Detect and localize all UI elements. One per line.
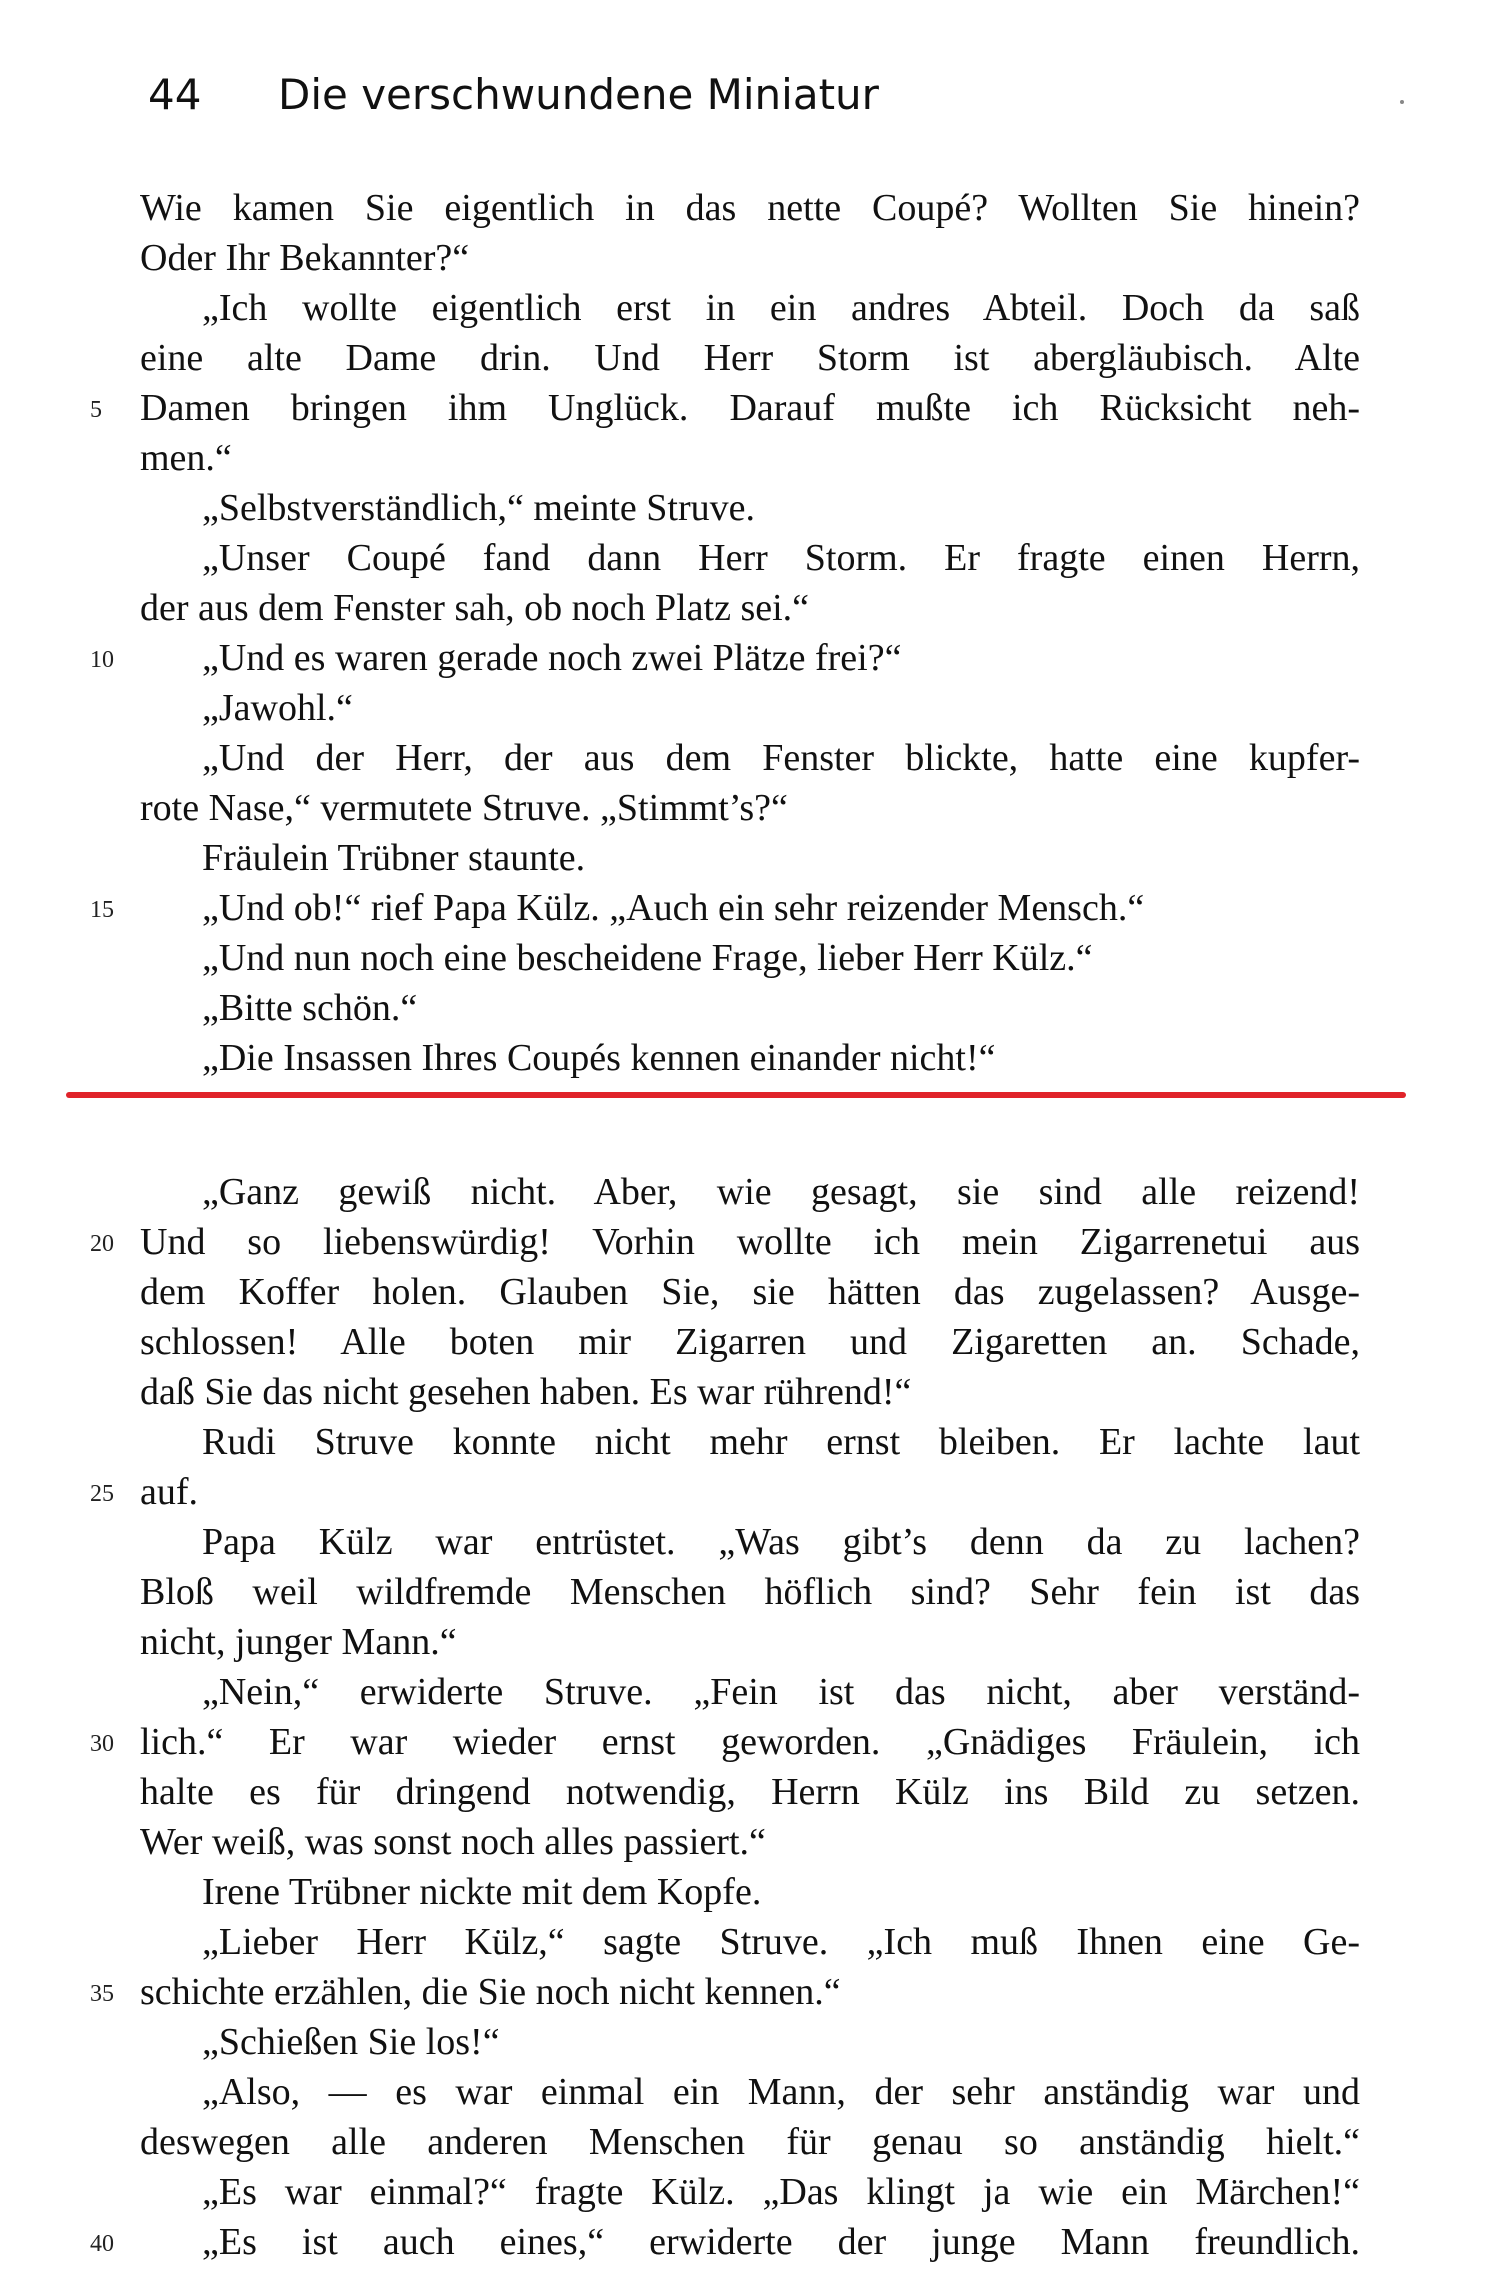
text-line xyxy=(140,1033,1360,1083)
line-text: „Selbstverständlich,“ meinte Struve. xyxy=(202,487,755,529)
line-text: Damen bringen ihm Unglück. Darauf mußte ich Rücksicht neh- xyxy=(140,387,1360,429)
text-line xyxy=(140,1617,1360,1667)
text-line xyxy=(140,1167,1360,1217)
text-line xyxy=(90,1967,1360,2017)
line-number: 40 xyxy=(90,2231,114,2257)
text-line xyxy=(140,1767,1360,1817)
text-line xyxy=(140,2167,1360,2217)
line-text: Papa Külz war entrüstet. „Was gibt’s denn da zu lachen? xyxy=(202,1521,1360,1563)
text-line xyxy=(90,1467,1360,1517)
text-line xyxy=(90,1217,1360,1267)
text-line xyxy=(140,1917,1360,1967)
line-text: „Schießen Sie los!“ xyxy=(202,2021,500,2063)
line-text: „Bitte schön.“ xyxy=(202,987,418,1029)
text-line xyxy=(140,2117,1360,2167)
line-text: men.“ xyxy=(140,437,232,479)
text-line xyxy=(140,1817,1360,1867)
line-text: halte es für dringend notwendig, Herrn Külz ins Bild zu setzen. xyxy=(140,1771,1360,1813)
line-number: 25 xyxy=(90,1481,114,1507)
text-line xyxy=(140,783,1360,833)
text-line xyxy=(140,933,1360,983)
line-number: 35 xyxy=(90,1981,114,2007)
line-text: Wie kamen Sie eigentlich in das nette Coupé? Wollten Sie hinein? xyxy=(140,187,1360,229)
text-line xyxy=(140,2017,1360,2067)
text-line xyxy=(90,2217,1360,2267)
line-text: eine alte Dame drin. Und Herr Storm ist abergläubisch. Alte xyxy=(140,337,1360,379)
line-text: „Und es waren gerade noch zwei Plätze frei?“ xyxy=(202,637,902,679)
text-line xyxy=(140,683,1360,733)
line-text: „Nein,“ erwiderte Struve. „Fein ist das nicht, aber verständ- xyxy=(202,1671,1360,1713)
text-line xyxy=(90,383,1360,433)
page-number: 44 xyxy=(148,70,202,119)
text-block-top xyxy=(90,183,1360,1083)
text-line xyxy=(140,233,1360,283)
line-text: Und so liebenswürdig! Vorhin wollte ich mein Zigarrenetui aus xyxy=(140,1221,1360,1263)
text-line xyxy=(90,633,1360,683)
text-line xyxy=(140,733,1360,783)
line-text: „Es war einmal?“ fragte Külz. „Das klingt ja wie ein Märchen!“ xyxy=(202,2171,1360,2213)
line-text: „Also, — es war einmal ein Mann, der sehr anständig war und xyxy=(202,2071,1360,2113)
line-text: Irene Trübner nickte mit dem Kopfe. xyxy=(202,1871,762,1913)
line-text: der aus dem Fenster sah, ob noch Platz sei.“ xyxy=(140,587,810,629)
line-text: „Lieber Herr Külz,“ sagte Struve. „Ich muß Ihnen eine Ge- xyxy=(202,1921,1360,1963)
text-line xyxy=(140,1517,1360,1567)
text-line xyxy=(140,833,1360,883)
text-line xyxy=(140,1317,1360,1367)
text-line xyxy=(140,1367,1360,1417)
line-number: 10 xyxy=(90,647,114,673)
text-line xyxy=(90,883,1360,933)
line-text: Oder Ihr Bekannter?“ xyxy=(140,237,470,279)
margin-speck xyxy=(1400,100,1404,104)
line-text: „Und der Herr, der aus dem Fenster blickte, hatte eine kupfer- xyxy=(202,737,1360,779)
text-line xyxy=(140,283,1360,333)
line-text: auf. xyxy=(140,1471,199,1513)
text-block-bottom xyxy=(90,1167,1360,2267)
line-text: Fräulein Trübner staunte. xyxy=(202,837,586,879)
line-text: „Jawohl.“ xyxy=(202,687,353,729)
line-text: „Und nun noch eine bescheidene Frage, lieber Herr Külz.“ xyxy=(202,937,1093,979)
text-line xyxy=(140,583,1360,633)
text-line xyxy=(140,1867,1360,1917)
text-line xyxy=(140,183,1360,233)
line-text: Bloß weil wildfremde Menschen höflich sind? Sehr fein ist das xyxy=(140,1571,1360,1613)
text-line xyxy=(140,483,1360,533)
line-text: „Es ist auch eines,“ erwiderte der junge Mann freundlich. xyxy=(202,2221,1360,2263)
line-text: schichte erzählen, die Sie noch nicht kennen.“ xyxy=(140,1971,841,2013)
text-line xyxy=(140,1567,1360,1617)
line-number: 5 xyxy=(90,397,102,423)
text-line xyxy=(140,1267,1360,1317)
line-text: deswegen alle anderen Menschen für genau so anständig hielt.“ xyxy=(140,2121,1360,2163)
line-text: daß Sie das nicht gesehen haben. Es war rührend!“ xyxy=(140,1371,912,1413)
text-line xyxy=(140,433,1360,483)
line-text: nicht, junger Mann.“ xyxy=(140,1621,457,1663)
line-text: Rudi Struve konnte nicht mehr ernst bleiben. Er lachte laut xyxy=(202,1421,1360,1463)
text-line xyxy=(140,983,1360,1033)
text-line xyxy=(90,1717,1360,1767)
running-title: Die verschwundene Miniatur xyxy=(278,70,879,119)
line-text: „Ganz gewiß nicht. Aber, wie gesagt, sie sind alle reizend! xyxy=(202,1171,1360,1213)
line-text: „Die Insassen Ihres Coupés kennen einander nicht!“ xyxy=(202,1037,996,1079)
text-line xyxy=(140,333,1360,383)
line-number: 15 xyxy=(90,897,114,923)
text-line xyxy=(140,2067,1360,2117)
line-text: „Unser Coupé fand dann Herr Storm. Er fragte einen Herrn, xyxy=(202,537,1360,579)
line-text: dem Koffer holen. Glauben Sie, sie hätten das zugelassen? Ausge- xyxy=(140,1271,1360,1313)
line-number: 30 xyxy=(90,1731,114,1757)
line-text: Wer weiß, was sonst noch alles passiert.“ xyxy=(140,1821,766,1863)
line-text: „Und ob!“ rief Papa Külz. „Auch ein sehr reizender Mensch.“ xyxy=(202,887,1145,929)
line-number: 20 xyxy=(90,1231,114,1257)
red-divider-line xyxy=(66,1092,1406,1098)
text-line xyxy=(140,1667,1360,1717)
text-line xyxy=(140,1417,1360,1467)
line-text: rote Nase,“ vermutete Struve. „Stimmt’s?“ xyxy=(140,787,788,829)
line-text: lich.“ Er war wieder ernst geworden. „Gnädiges Fräulein, ich xyxy=(140,1721,1360,1763)
text-line xyxy=(140,533,1360,583)
line-text: „Ich wollte eigentlich erst in ein andres Abteil. Doch da saß xyxy=(202,287,1360,329)
line-text: schlossen! Alle boten mir Zigarren und Zigaretten an. Schade, xyxy=(140,1321,1360,1363)
